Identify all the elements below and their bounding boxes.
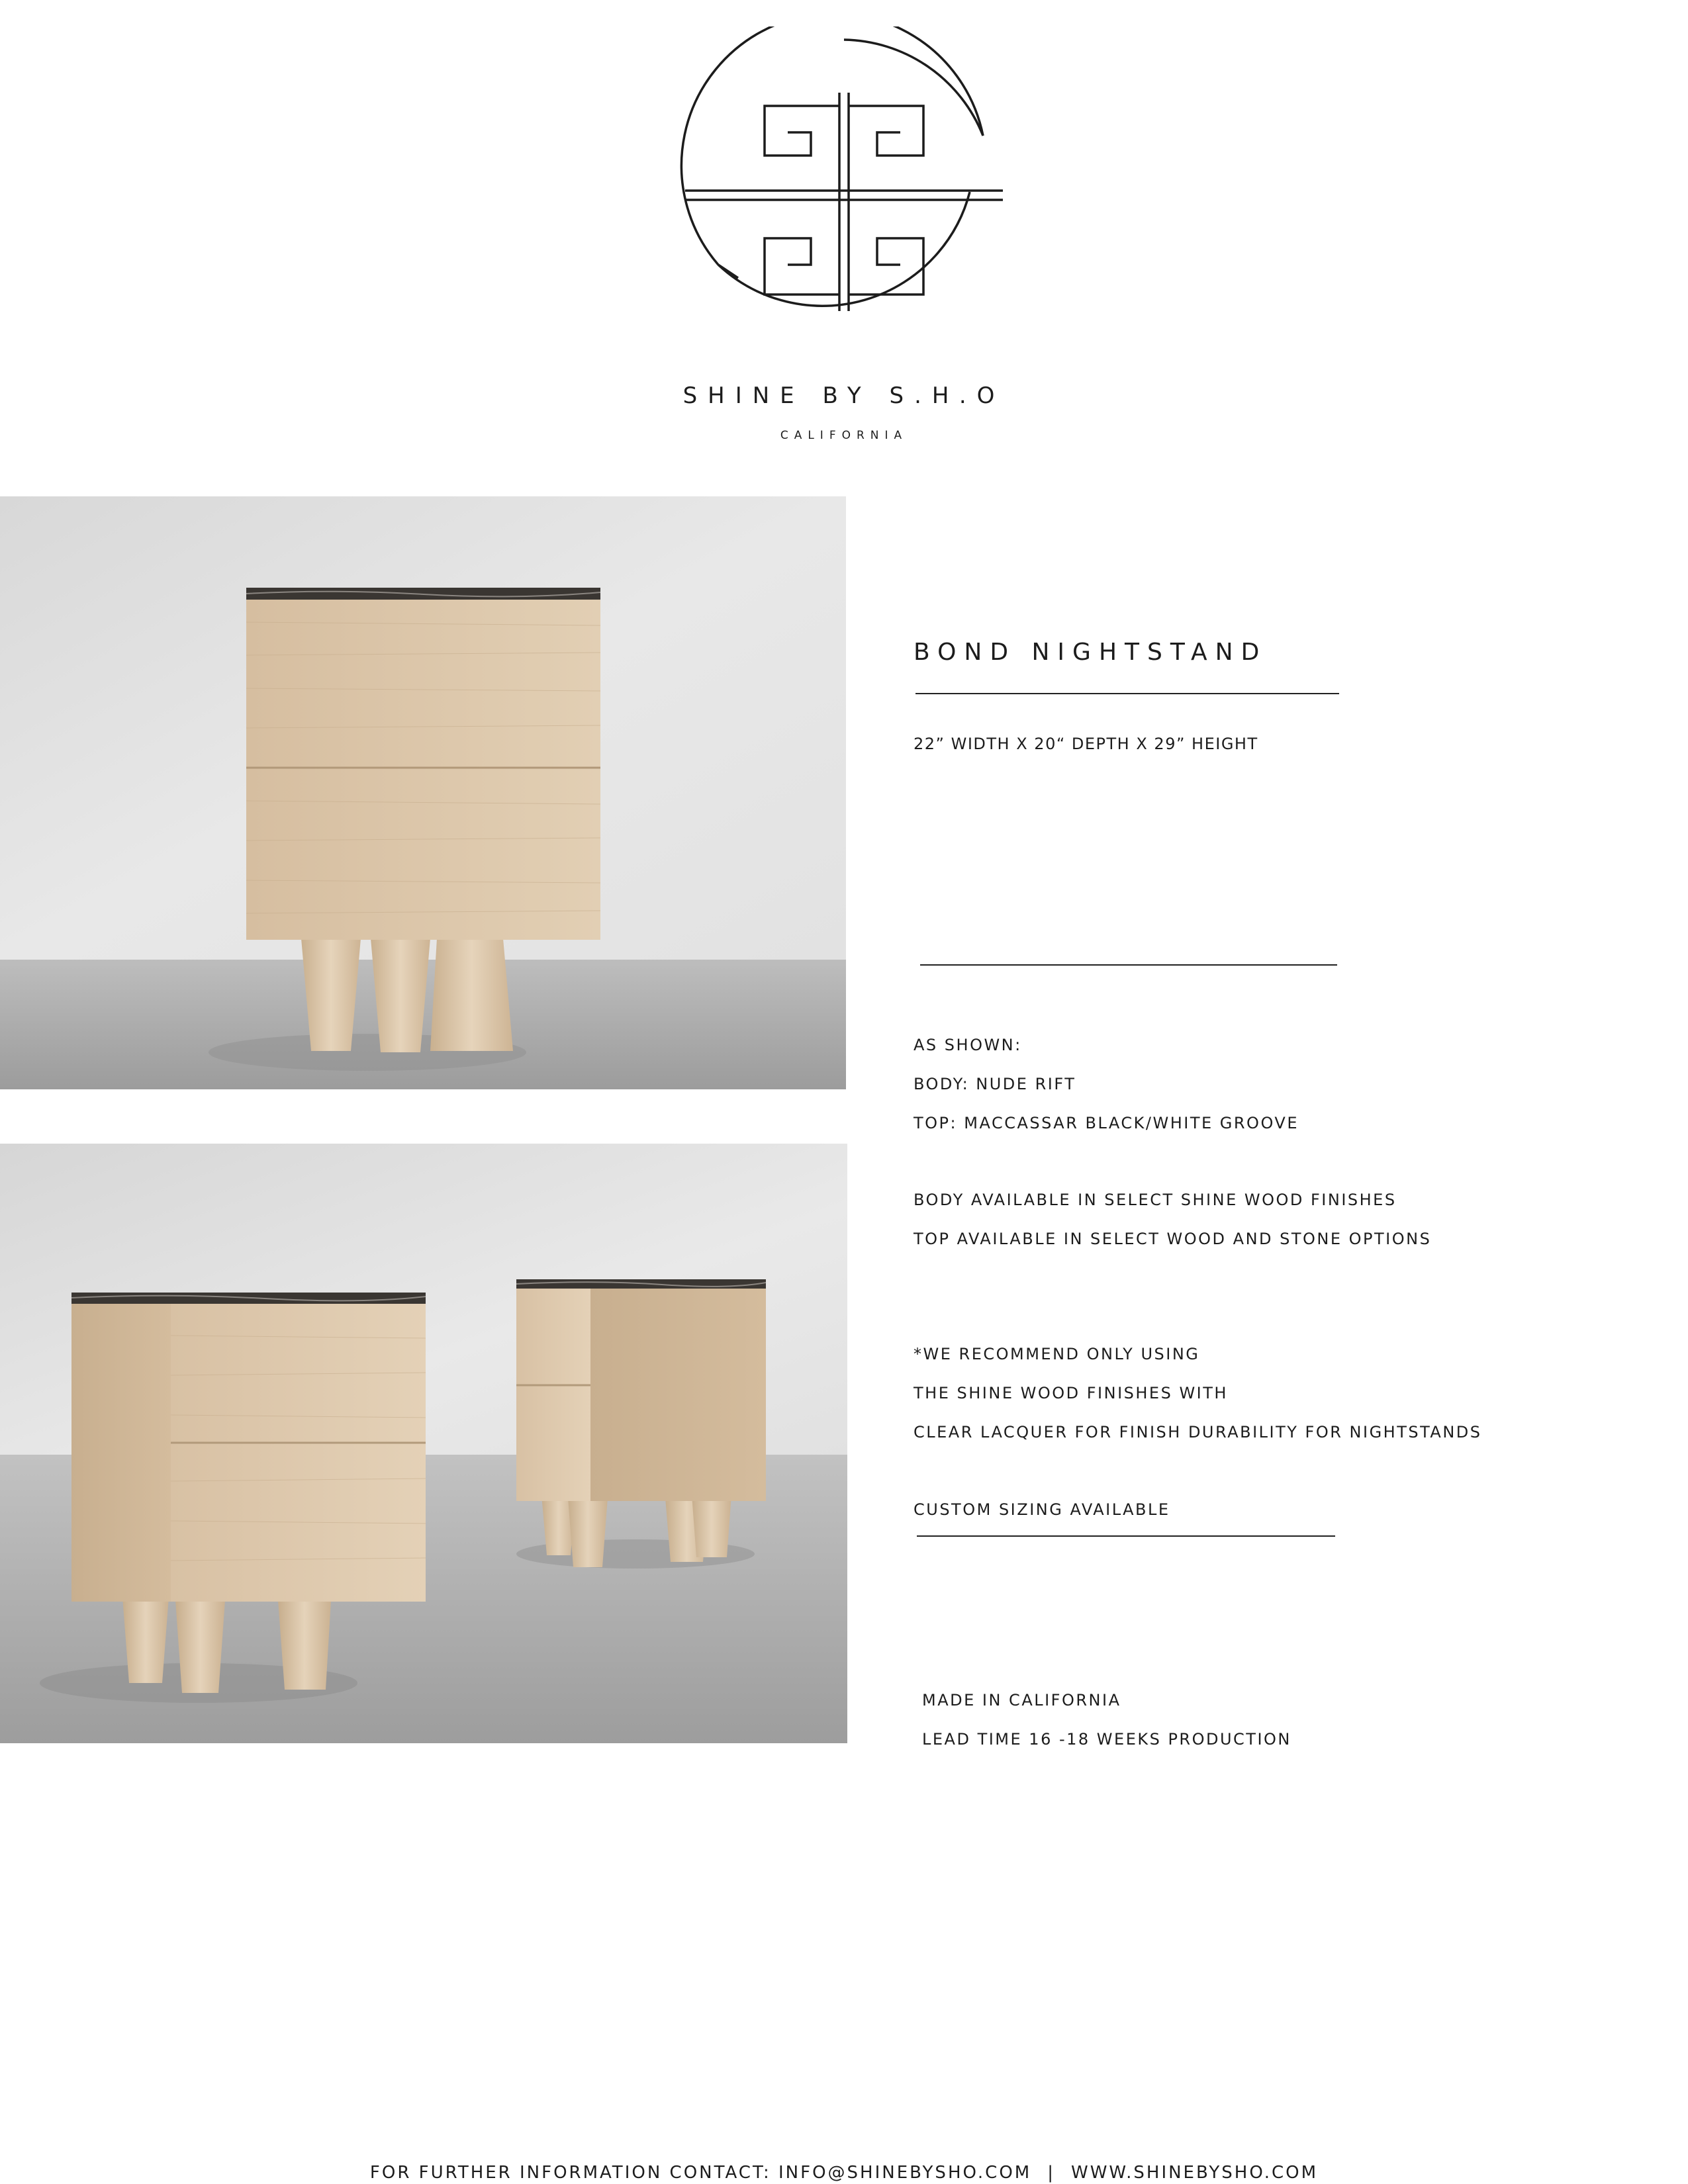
finish-body: BODY: NUDE RIFT: [914, 1075, 1076, 1093]
footer-separator: |: [1047, 2163, 1055, 2183]
brand-name: SHINE BY S.H.O: [682, 383, 1006, 409]
brand-logo: [679, 26, 1009, 357]
product-photo-pair: [0, 1144, 847, 1743]
made-in: MADE IN CALIFORNIA: [922, 1691, 1121, 1709]
custom-sizing: CUSTOM SIZING AVAILABLE: [914, 1500, 1170, 1519]
product-photo-front: [0, 496, 846, 1089]
section-divider: [920, 964, 1337, 966]
product-dimensions: 22” WIDTH X 20“ DEPTH X 29” HEIGHT: [914, 735, 1258, 753]
recommendation-line-2: THE SHINE WOOD FINISHES WITH: [914, 1384, 1228, 1402]
title-divider: [915, 693, 1339, 694]
finish-top: TOP: MACCASSAR BLACK/WHITE GROOVE: [914, 1114, 1299, 1132]
product-title: BOND NIGHTSTAND: [914, 639, 1268, 666]
footer-website-link[interactable]: WWW.SHINEBYSHO.COM: [1070, 2163, 1319, 2183]
finish-body-available: BODY AVAILABLE IN SELECT SHINE WOOD FINISHES: [914, 1191, 1397, 1209]
recommendation-line-1: *WE RECOMMEND ONLY USING: [914, 1345, 1200, 1363]
footer: [0, 2163, 1688, 2183]
custom-sizing-divider: [917, 1535, 1335, 1537]
lead-time: LEAD TIME 16 -18 WEEKS PRODUCTION: [922, 1730, 1291, 1749]
footer-contact[interactable]: FOR FURTHER INFORMATION CONTACT: INFO@SHINEBYSHO.COM: [369, 2163, 1032, 2183]
shine-monogram-logo-icon: [679, 26, 1009, 357]
brand-location: CALIFORNIA: [780, 429, 908, 442]
recommendation-line-3: CLEAR LACQUER FOR FINISH DURABILITY FOR NIGHTSTANDS: [914, 1423, 1482, 1441]
finish-as-shown: AS SHOWN:: [914, 1036, 1022, 1054]
finish-top-available: TOP AVAILABLE IN SELECT WOOD AND STONE OPTIONS: [914, 1230, 1432, 1248]
